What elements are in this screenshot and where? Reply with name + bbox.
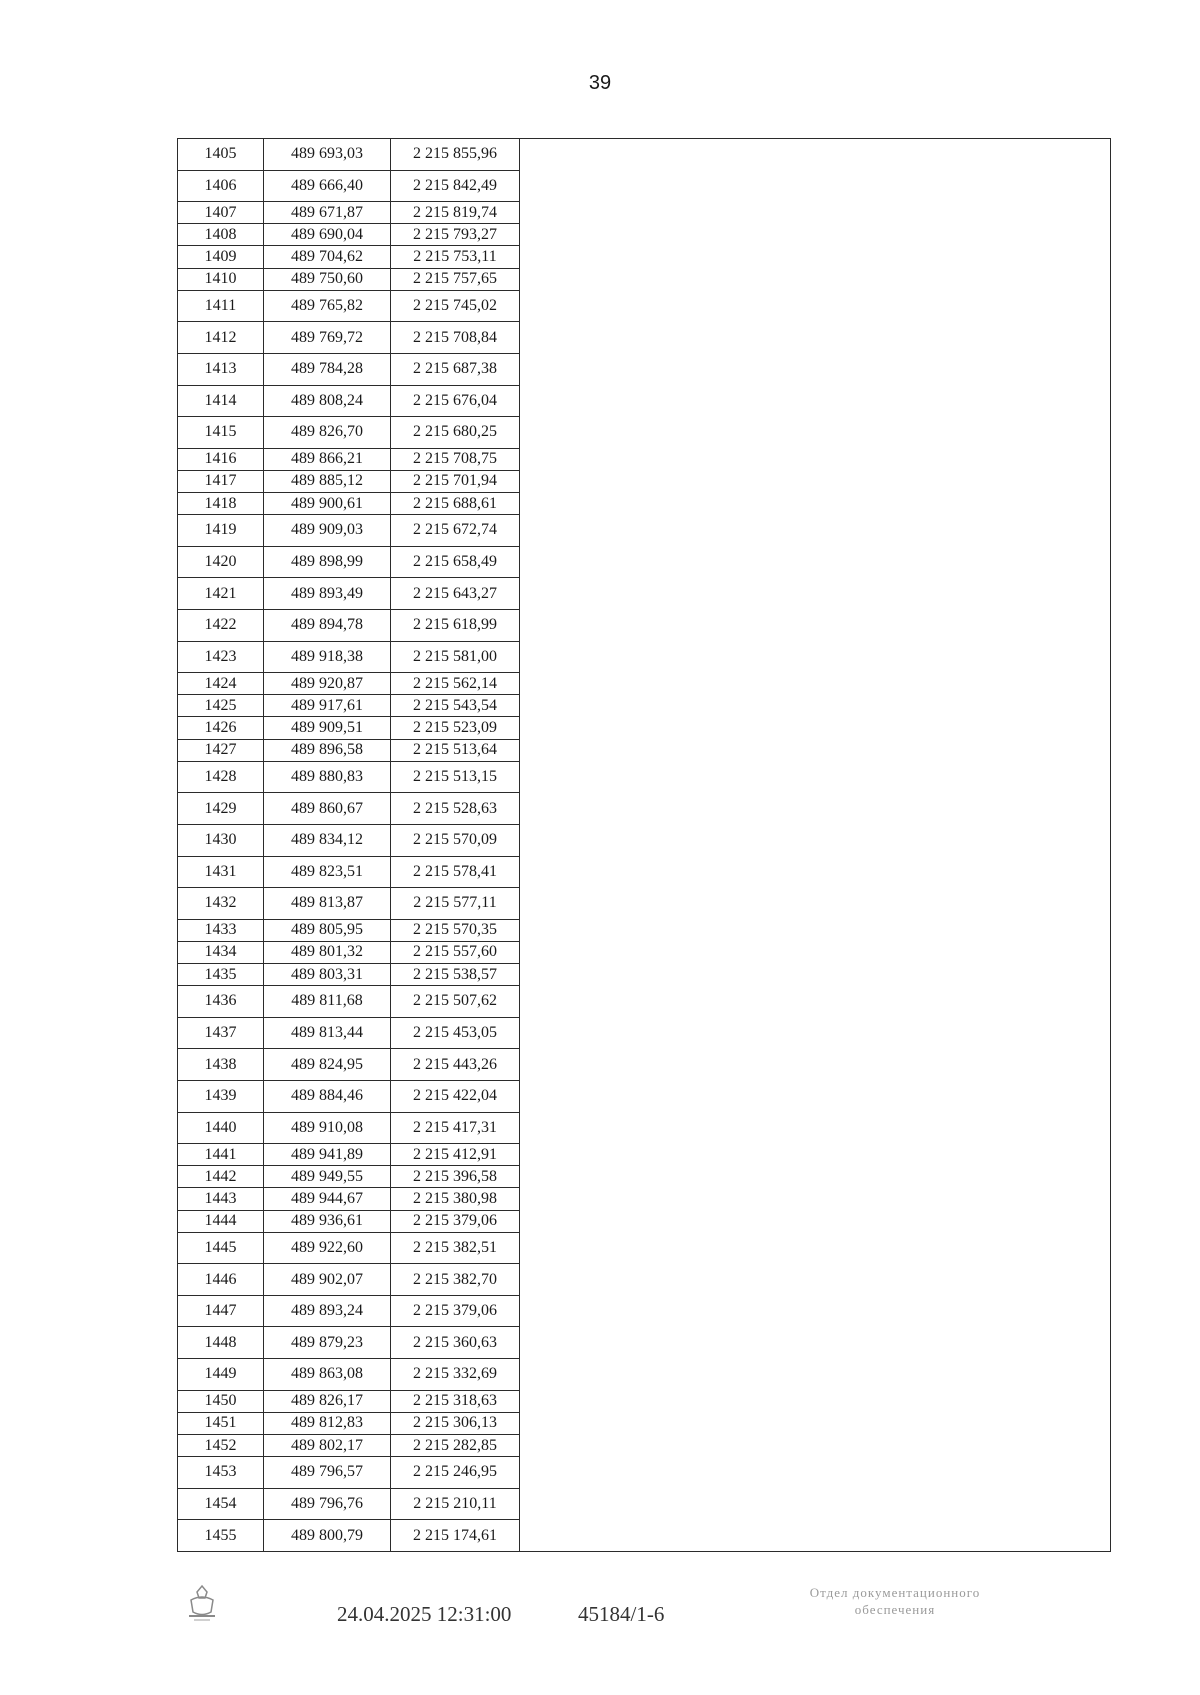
y-coordinate-cell: 2 215 318,63 [391, 1390, 520, 1412]
y-coordinate-cell: 2 215 382,70 [391, 1264, 520, 1296]
x-coordinate-cell: 489 704,62 [264, 246, 391, 268]
x-coordinate-cell: 489 812,83 [264, 1412, 391, 1434]
y-coordinate-cell: 2 215 523,09 [391, 717, 520, 739]
y-coordinate-cell: 2 215 618,99 [391, 609, 520, 641]
table-row [178, 139, 1111, 171]
x-coordinate-cell: 489 808,24 [264, 385, 391, 417]
point-number-cell: 1445 [178, 1232, 264, 1264]
x-coordinate-cell: 489 879,23 [264, 1327, 391, 1359]
y-coordinate-cell: 2 215 543,54 [391, 695, 520, 717]
point-number-cell: 1416 [178, 448, 264, 470]
y-coordinate-cell: 2 215 380,98 [391, 1188, 520, 1210]
y-coordinate-cell: 2 215 672,74 [391, 515, 520, 547]
y-coordinate-cell: 2 215 680,25 [391, 417, 520, 449]
x-coordinate-cell: 489 666,40 [264, 170, 391, 202]
x-coordinate-cell: 489 880,83 [264, 761, 391, 793]
point-number-cell: 1435 [178, 963, 264, 985]
y-coordinate-cell: 2 215 745,02 [391, 290, 520, 322]
y-coordinate-cell: 2 215 246,95 [391, 1457, 520, 1489]
x-coordinate-cell: 489 765,82 [264, 290, 391, 322]
point-number-cell: 1446 [178, 1264, 264, 1296]
x-coordinate-cell: 489 902,07 [264, 1264, 391, 1296]
y-coordinate-cell: 2 215 538,57 [391, 963, 520, 985]
y-coordinate-cell: 2 215 570,35 [391, 919, 520, 941]
x-coordinate-cell: 489 894,78 [264, 609, 391, 641]
point-number-cell: 1433 [178, 919, 264, 941]
point-number-cell: 1420 [178, 546, 264, 578]
point-number-cell: 1434 [178, 941, 264, 963]
point-number-cell: 1442 [178, 1166, 264, 1188]
point-number-cell: 1455 [178, 1520, 264, 1552]
point-number-cell: 1424 [178, 673, 264, 695]
point-number-cell: 1430 [178, 824, 264, 856]
x-coordinate-cell: 489 801,32 [264, 941, 391, 963]
y-coordinate-cell: 2 215 855,96 [391, 139, 520, 171]
point-number-cell: 1414 [178, 385, 264, 417]
x-coordinate-cell: 489 866,21 [264, 448, 391, 470]
stamp-document-number: 45184/1-6 [578, 1602, 665, 1626]
y-coordinate-cell: 2 215 282,85 [391, 1434, 520, 1456]
y-coordinate-cell: 2 215 443,26 [391, 1049, 520, 1081]
y-coordinate-cell: 2 215 708,75 [391, 448, 520, 470]
x-coordinate-cell: 489 800,79 [264, 1520, 391, 1552]
x-coordinate-cell: 489 920,87 [264, 673, 391, 695]
x-coordinate-cell: 489 917,61 [264, 695, 391, 717]
point-number-cell: 1448 [178, 1327, 264, 1359]
point-number-cell: 1422 [178, 609, 264, 641]
point-number-cell: 1429 [178, 793, 264, 825]
y-coordinate-cell: 2 215 842,49 [391, 170, 520, 202]
point-number-cell: 1405 [178, 139, 264, 171]
stamp-datetime: 24.04.2025 12:31:00 [337, 1602, 512, 1626]
point-number-cell: 1419 [178, 515, 264, 547]
x-coordinate-cell: 489 896,58 [264, 739, 391, 761]
x-coordinate-cell: 489 944,67 [264, 1188, 391, 1210]
x-coordinate-cell: 489 949,55 [264, 1166, 391, 1188]
x-coordinate-cell: 489 900,61 [264, 493, 391, 515]
point-number-cell: 1418 [178, 493, 264, 515]
point-number-cell: 1425 [178, 695, 264, 717]
point-number-cell: 1447 [178, 1295, 264, 1327]
y-coordinate-cell: 2 215 570,09 [391, 824, 520, 856]
point-number-cell: 1453 [178, 1457, 264, 1489]
x-coordinate-cell: 489 802,17 [264, 1434, 391, 1456]
point-number-cell: 1432 [178, 888, 264, 920]
point-number-cell: 1437 [178, 1017, 264, 1049]
y-coordinate-cell: 2 215 379,06 [391, 1210, 520, 1232]
office-stamp-line1: Отдел документационного [809, 1585, 981, 1600]
point-number-cell: 1440 [178, 1112, 264, 1144]
x-coordinate-cell: 489 690,04 [264, 224, 391, 246]
y-coordinate-cell: 2 215 453,05 [391, 1017, 520, 1049]
y-coordinate-cell: 2 215 757,65 [391, 268, 520, 290]
x-coordinate-cell: 489 885,12 [264, 470, 391, 492]
point-number-cell: 1417 [178, 470, 264, 492]
point-number-cell: 1412 [178, 322, 264, 354]
y-coordinate-cell: 2 215 688,61 [391, 493, 520, 515]
y-coordinate-cell: 2 215 422,04 [391, 1080, 520, 1112]
y-coordinate-cell: 2 215 708,84 [391, 322, 520, 354]
coordinates-table-body [178, 139, 1111, 1552]
point-number-cell: 1406 [178, 170, 264, 202]
office-stamp [745, 1584, 1045, 1618]
x-coordinate-cell: 489 834,12 [264, 824, 391, 856]
point-number-cell: 1410 [178, 268, 264, 290]
office-stamp-line2: обеспечения [854, 1602, 936, 1617]
y-coordinate-cell: 2 215 562,14 [391, 673, 520, 695]
x-coordinate-cell: 489 826,70 [264, 417, 391, 449]
x-coordinate-cell: 489 909,51 [264, 717, 391, 739]
point-number-cell: 1436 [178, 986, 264, 1018]
point-number-cell: 1454 [178, 1488, 264, 1520]
point-number-cell: 1444 [178, 1210, 264, 1232]
x-coordinate-cell: 489 813,87 [264, 888, 391, 920]
x-coordinate-cell: 489 909,03 [264, 515, 391, 547]
point-number-cell: 1411 [178, 290, 264, 322]
x-coordinate-cell: 489 936,61 [264, 1210, 391, 1232]
point-number-cell: 1413 [178, 353, 264, 385]
point-number-cell: 1450 [178, 1390, 264, 1412]
empty-merged-cell [520, 139, 1111, 1552]
point-number-cell: 1415 [178, 417, 264, 449]
point-number-cell: 1452 [178, 1434, 264, 1456]
y-coordinate-cell: 2 215 819,74 [391, 202, 520, 224]
point-number-cell: 1439 [178, 1080, 264, 1112]
y-coordinate-cell: 2 215 793,27 [391, 224, 520, 246]
x-coordinate-cell: 489 893,24 [264, 1295, 391, 1327]
x-coordinate-cell: 489 811,68 [264, 986, 391, 1018]
y-coordinate-cell: 2 215 360,63 [391, 1327, 520, 1359]
x-coordinate-cell: 489 824,95 [264, 1049, 391, 1081]
x-coordinate-cell: 489 796,76 [264, 1488, 391, 1520]
x-coordinate-cell: 489 922,60 [264, 1232, 391, 1264]
y-coordinate-cell: 2 215 379,06 [391, 1295, 520, 1327]
y-coordinate-cell: 2 215 578,41 [391, 856, 520, 888]
y-coordinate-cell: 2 215 210,11 [391, 1488, 520, 1520]
y-coordinate-cell: 2 215 676,04 [391, 385, 520, 417]
x-coordinate-cell: 489 893,49 [264, 578, 391, 610]
y-coordinate-cell: 2 215 396,58 [391, 1166, 520, 1188]
y-coordinate-cell: 2 215 701,94 [391, 470, 520, 492]
point-number-cell: 1431 [178, 856, 264, 888]
x-coordinate-cell: 489 769,72 [264, 322, 391, 354]
y-coordinate-cell: 2 215 528,63 [391, 793, 520, 825]
x-coordinate-cell: 489 784,28 [264, 353, 391, 385]
point-number-cell: 1443 [178, 1188, 264, 1210]
page-number: 39 [588, 72, 612, 94]
x-coordinate-cell: 489 803,31 [264, 963, 391, 985]
x-coordinate-cell: 489 671,87 [264, 202, 391, 224]
point-number-cell: 1407 [178, 202, 264, 224]
x-coordinate-cell: 489 941,89 [264, 1144, 391, 1166]
point-number-cell: 1423 [178, 641, 264, 673]
y-coordinate-cell: 2 215 643,27 [391, 578, 520, 610]
x-coordinate-cell: 489 884,46 [264, 1080, 391, 1112]
x-coordinate-cell: 489 918,38 [264, 641, 391, 673]
point-number-cell: 1438 [178, 1049, 264, 1081]
y-coordinate-cell: 2 215 417,31 [391, 1112, 520, 1144]
point-number-cell: 1451 [178, 1412, 264, 1434]
x-coordinate-cell: 489 826,17 [264, 1390, 391, 1412]
x-coordinate-cell: 489 898,99 [264, 546, 391, 578]
x-coordinate-cell: 489 750,60 [264, 268, 391, 290]
x-coordinate-cell: 489 860,67 [264, 793, 391, 825]
y-coordinate-cell: 2 215 513,64 [391, 739, 520, 761]
y-coordinate-cell: 2 215 753,11 [391, 246, 520, 268]
point-number-cell: 1428 [178, 761, 264, 793]
y-coordinate-cell: 2 215 306,13 [391, 1412, 520, 1434]
y-coordinate-cell: 2 215 658,49 [391, 546, 520, 578]
x-coordinate-cell: 489 863,08 [264, 1359, 391, 1391]
y-coordinate-cell: 2 215 174,61 [391, 1520, 520, 1552]
y-coordinate-cell: 2 215 581,00 [391, 641, 520, 673]
point-number-cell: 1426 [178, 717, 264, 739]
x-coordinate-cell: 489 823,51 [264, 856, 391, 888]
y-coordinate-cell: 2 215 382,51 [391, 1232, 520, 1264]
y-coordinate-cell: 2 215 577,11 [391, 888, 520, 920]
y-coordinate-cell: 2 215 412,91 [391, 1144, 520, 1166]
point-number-cell: 1421 [178, 578, 264, 610]
x-coordinate-cell: 489 796,57 [264, 1457, 391, 1489]
x-coordinate-cell: 489 805,95 [264, 919, 391, 941]
coordinates-table [177, 138, 1111, 1552]
emblem-icon [182, 1583, 222, 1623]
x-coordinate-cell: 489 910,08 [264, 1112, 391, 1144]
y-coordinate-cell: 2 215 513,15 [391, 761, 520, 793]
point-number-cell: 1427 [178, 739, 264, 761]
y-coordinate-cell: 2 215 687,38 [391, 353, 520, 385]
y-coordinate-cell: 2 215 332,69 [391, 1359, 520, 1391]
y-coordinate-cell: 2 215 507,62 [391, 986, 520, 1018]
point-number-cell: 1408 [178, 224, 264, 246]
point-number-cell: 1409 [178, 246, 264, 268]
x-coordinate-cell: 489 813,44 [264, 1017, 391, 1049]
point-number-cell: 1449 [178, 1359, 264, 1391]
x-coordinate-cell: 489 693,03 [264, 139, 391, 171]
point-number-cell: 1441 [178, 1144, 264, 1166]
y-coordinate-cell: 2 215 557,60 [391, 941, 520, 963]
